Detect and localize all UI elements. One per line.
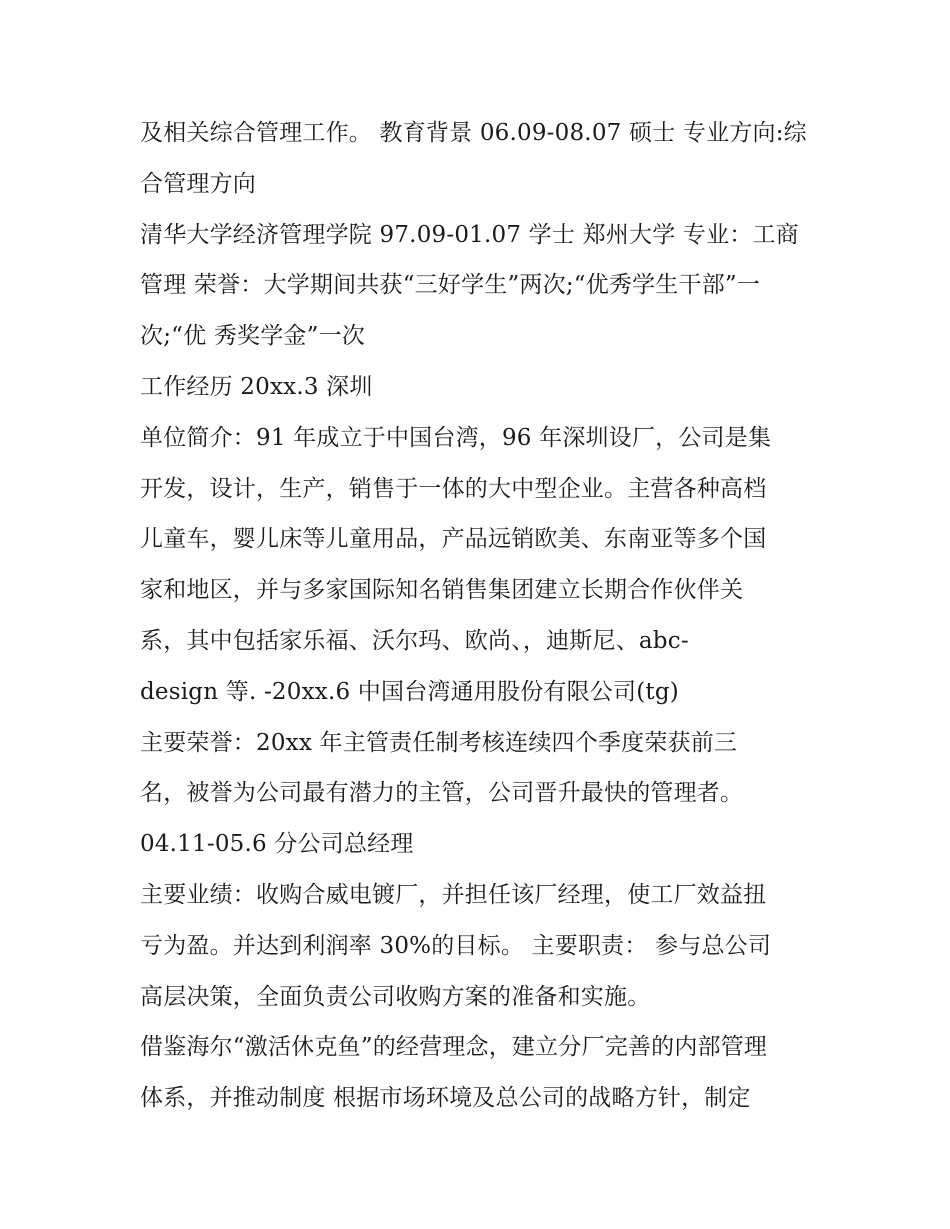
text-line: 家和地区，并与多家国际知名销售集团建立长期合作伙伴关 xyxy=(140,577,744,604)
text-line: 单位简介：91 年成立于中国台湾，96 年深圳设厂，公司是集 xyxy=(140,424,772,451)
text-line: 开发，设计，生产，销售于一体的大中型企业。主营各种高档 xyxy=(140,475,767,502)
text-line: 清华大学经济管理学院 97.09-01.07 学士 郑州大学 专业：工商 xyxy=(140,221,799,248)
text-line: 体系，并推动制度 根据市场环境及总公司的战略方针，制定 xyxy=(140,1085,751,1112)
text-line: 系，其中包括家乐福、沃尔玛、欧尚、，迪斯尼、abc- xyxy=(140,627,689,654)
text-line: design 等. -20xx.6 中国台湾通用股份有限公司(tg) xyxy=(140,678,679,705)
text-line: 儿童车，婴儿床等儿童用品，产品远销欧美、东南亚等多个国 xyxy=(140,526,767,553)
position-heading: 04.11-05.6 分公司总经理 xyxy=(140,831,414,858)
text-line: 及相关综合管理工作。 教育背景 06.09-08.07 硕士 专业方向:综 xyxy=(140,120,807,146)
section-heading-work-experience: 工作经历 20xx.3 深圳 xyxy=(140,373,373,400)
text-line: 合管理方向 xyxy=(140,170,256,197)
text-line: 主要荣誉：20xx 年主管责任制考核连续四个季度荣获前三 xyxy=(140,729,738,756)
text-line: 高层决策，全面负责公司收购方案的准备和实施。 xyxy=(140,983,651,1010)
document-body xyxy=(140,108,820,1124)
text-line: 次;“优 秀奖学金”一次 xyxy=(140,323,365,350)
text-line: 名，被誉为公司最有潜力的主管，公司晋升最快的管理者。 xyxy=(140,780,744,807)
text-line: 亏为盈。并达到利润率 30%的目标。 主要职责： 参与总公司 xyxy=(140,932,772,959)
text-line: 借鉴海尔“激活休克鱼”的经营理念，建立分厂完善的内部管理 xyxy=(140,1034,768,1061)
text-line: 管理 荣誉：大学期间共获“三好学生”两次;“优秀学生干部”一 xyxy=(140,272,761,299)
text-line: 主要业绩：收购合威电镀厂，并担任该厂经理，使工厂效益扭 xyxy=(140,881,767,908)
